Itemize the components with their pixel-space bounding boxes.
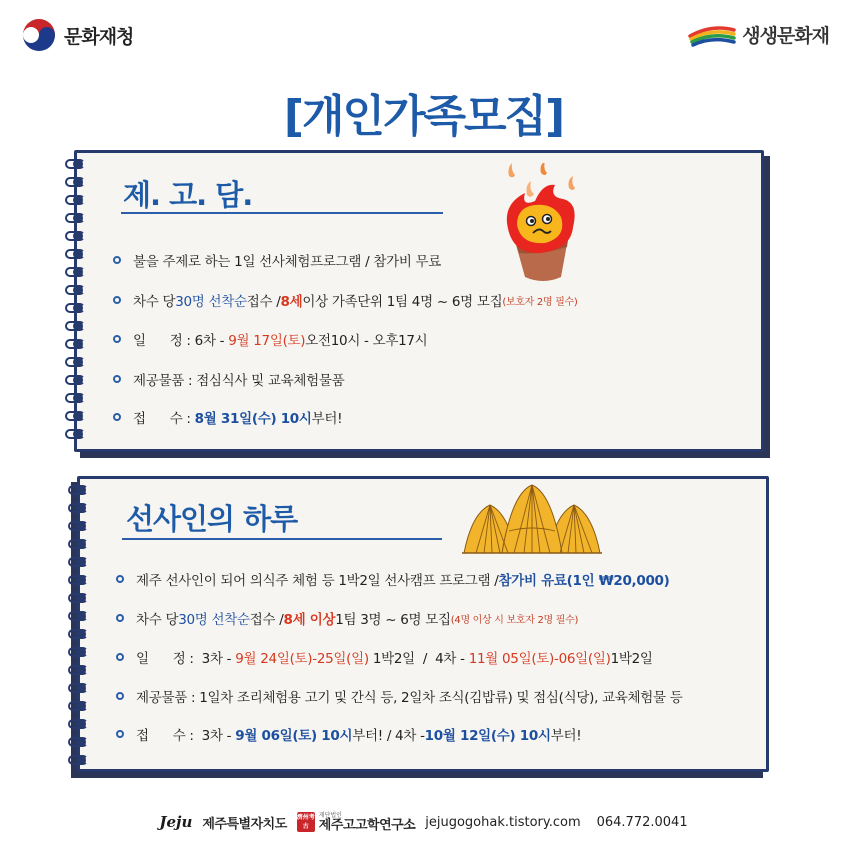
org-name-right: 생생문화재: [742, 24, 829, 47]
title-underline: [122, 538, 442, 540]
row-text: 접 수 :: [133, 411, 195, 427]
row-text: 부터!: [311, 411, 343, 427]
guardian-note: (4명 이상 시 보호자 2명 필수): [450, 614, 579, 626]
row-text: 접수 /: [249, 612, 284, 628]
info-row-recruit: [116, 608, 578, 628]
spiral-ring: [68, 556, 94, 568]
highlight-date: 9월 24일(토)-25일(일): [235, 651, 369, 667]
institute-small-label: 재단법인: [318, 811, 342, 819]
info-row-provided: [113, 369, 344, 389]
spiral-ring: [65, 284, 91, 296]
header-right: [688, 20, 829, 48]
institute-stamp-icon: 濟州考古: [296, 814, 315, 830]
highlight-date: 9월 17일(토): [228, 333, 306, 349]
spiral-ring: [65, 374, 91, 386]
spiral-ring: [65, 338, 91, 350]
title-underline: [121, 212, 443, 214]
website-link[interactable]: jejugogohak.tistory.com: [425, 814, 581, 830]
spiral-ring: [68, 520, 94, 532]
bullet-icon: [116, 575, 124, 583]
bullet-icon: [116, 730, 124, 738]
spiral-ring: [68, 682, 94, 694]
spiral-ring: [68, 718, 94, 730]
spiral-ring: [68, 592, 94, 604]
program-card-prehistoric-day: [77, 476, 769, 772]
row-text: 이상 가족단위 1팀 4명 ~ 6명 모집: [302, 294, 503, 310]
spiral-ring: [68, 736, 94, 748]
highlight-date: 8월 31일(수) 10시: [194, 411, 312, 427]
bullet-icon: [113, 375, 121, 383]
row-text: 접 수 : 3차 -: [136, 728, 236, 744]
row-text: 차수 당: [136, 612, 179, 628]
spiral-ring: [68, 538, 94, 550]
row-text: 1팀 3명 ~ 6명 모집: [335, 612, 451, 628]
row-text: 일 정 : 6차 -: [133, 333, 229, 349]
spiral-ring: [65, 410, 91, 422]
fire-pot-character-icon: [491, 163, 591, 281]
info-row-provided: [116, 686, 683, 706]
spiral-ring: [68, 484, 94, 496]
org-name-left: 문화재청: [64, 25, 134, 48]
highlight-age: 8세 이상: [283, 612, 336, 628]
info-row-fee: [113, 250, 441, 270]
info-row-application: [116, 724, 581, 744]
spiral-ring: [68, 610, 94, 622]
row-text: 차수 당: [133, 294, 176, 310]
bullet-icon: [116, 653, 124, 661]
bullet-icon: [116, 614, 124, 622]
highlight-capacity: 30명 선착순: [178, 612, 250, 628]
spiral-ring: [65, 176, 91, 188]
row-text: 오전10시 - 오후17시: [305, 333, 428, 349]
row-text: 1박2일: [610, 651, 653, 667]
phone-number: 064.772.0041: [596, 814, 688, 830]
row-text: 제공물품 : 1일차 조리체험용 고기 및 간식 등, 2일차 조식(김밥류) 및 점심(식당), 교육체험물 등: [136, 690, 683, 706]
highlight-date: 11월 05일(토)-06일(일): [468, 651, 611, 667]
bullet-icon: [113, 335, 121, 343]
spiral-ring: [68, 646, 94, 658]
row-text: 일 정 : 3차 -: [136, 651, 236, 667]
spiral-ring: [65, 158, 91, 170]
bullet-icon: [113, 256, 121, 264]
province-name: 제주특별자치도: [202, 816, 287, 832]
spiral-ring: [68, 574, 94, 586]
info-row-application: [113, 407, 342, 427]
spiral-ring: [68, 628, 94, 640]
row-text: 부터!: [550, 728, 582, 744]
page-title: [개인가족모집]: [283, 91, 564, 142]
highlight-age: 8세: [280, 294, 303, 310]
row-text: 접수 /: [246, 294, 281, 310]
guardian-note: (보호자 2명 필수): [502, 296, 578, 308]
highlight-date: 9월 06일(토) 10시: [235, 728, 353, 744]
institute-block: [297, 812, 415, 832]
spiral-ring: [65, 356, 91, 368]
info-row-recruit: [113, 290, 578, 310]
program-card-jegodam: [74, 150, 764, 452]
institute-name: 제주고고학연구소: [318, 817, 416, 833]
spiral-ring: [68, 664, 94, 676]
spiral-ring: [65, 266, 91, 278]
row-text: 제공물품 : 점심식사 및 교육체험물품: [133, 373, 345, 389]
row-text: 부터! / 4차 -: [352, 728, 425, 744]
government-emblem-icon: [22, 18, 56, 52]
bullet-icon: [113, 296, 121, 304]
info-row-fee: [116, 569, 670, 589]
spiral-ring: [65, 428, 91, 440]
info-row-schedule: [113, 329, 427, 349]
spiral-ring: [65, 248, 91, 260]
bullet-icon: [113, 413, 121, 421]
highlight-date: 10월 12일(수) 10시: [424, 728, 551, 744]
spiral-ring: [65, 194, 91, 206]
row-text: 1박2일 / 4차 -: [368, 651, 469, 667]
spiral-ring: [65, 212, 91, 224]
program-title: 선사인의 하루: [126, 502, 298, 536]
spiral-ring: [65, 392, 91, 404]
heritage-brush-icon: [688, 20, 736, 48]
row-text: 제주 선사인이 되어 의식주 체험 등 1박2일 선사캠프 프로그램 /: [136, 573, 499, 589]
row-text: 불을 주제로 하는 1일 선사체험프로그램 / 참가비 무료: [133, 254, 442, 270]
program-title: 제. 고. 담.: [123, 178, 253, 212]
highlight-capacity: 30명 선착순: [175, 294, 247, 310]
spiral-ring: [68, 700, 94, 712]
footer: [0, 812, 847, 832]
spiral-ring: [65, 230, 91, 242]
institute-text: [319, 813, 415, 832]
spiral-ring: [65, 320, 91, 332]
header-left: [22, 18, 133, 52]
spiral-ring: [68, 754, 94, 766]
jeju-logo: Jeju: [159, 813, 193, 831]
bullet-icon: [116, 692, 124, 700]
spiral-ring: [68, 502, 94, 514]
info-row-schedule: [116, 647, 653, 667]
straw-huts-icon: [462, 483, 602, 555]
highlight-fee: 참가비 유료(1인 ₩20,000): [498, 573, 670, 589]
spiral-ring: [65, 302, 91, 314]
